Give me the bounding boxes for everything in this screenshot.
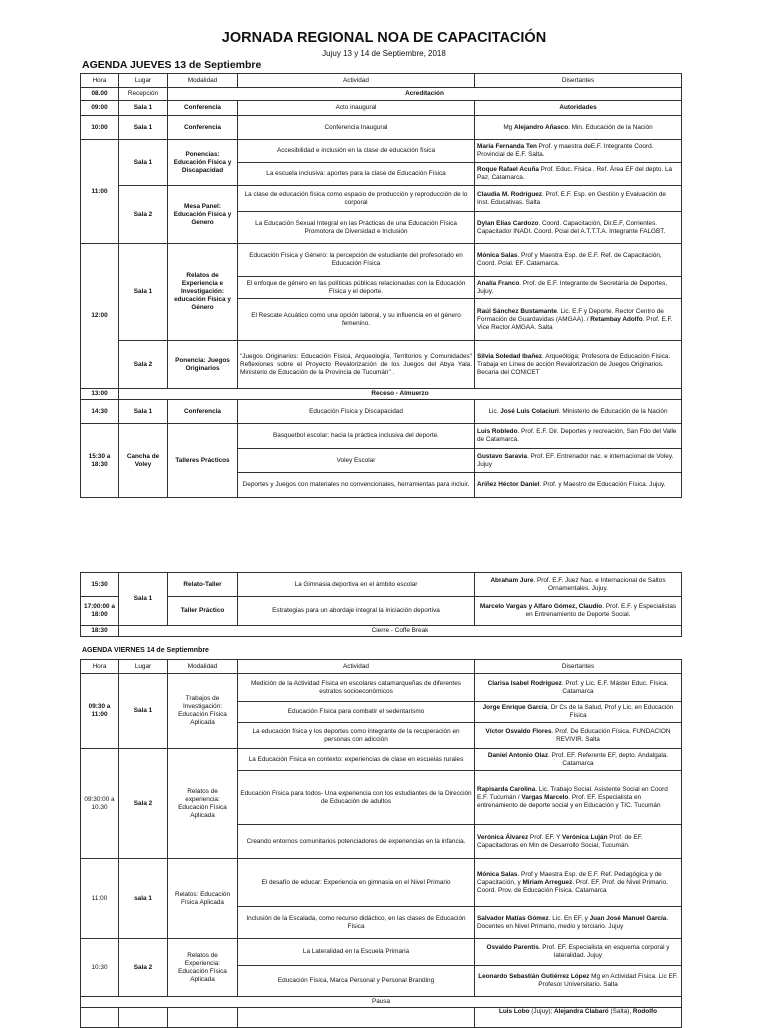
speaker-role: . Prof y Maestra Esp. de E.F. Ref. de Capacitación, Coord. Pcial. EF. Catamarca.	[477, 252, 662, 267]
cell-hora: 10:30	[81, 939, 119, 997]
cell-actividad: Voley Escolar	[238, 449, 475, 473]
cell-disertantes	[475, 939, 682, 966]
cell-hora: 10:00	[81, 116, 119, 140]
col-header-actividad: Actividad	[238, 660, 475, 674]
cell-actividad: Acto inaugural	[238, 101, 475, 116]
cell-actividad: Acreditación	[168, 88, 682, 101]
cell-lugar	[119, 1008, 168, 1028]
cell-disertantes	[475, 473, 682, 498]
speaker-name: Marcelo Vargas y Alfaro Gómez, Claudio	[479, 603, 603, 610]
speaker-role: . Prof. y Maestro de Educación Física. Jujuy.	[539, 481, 666, 488]
speaker-role: . Prof. E.F. y Especialistas en Entrenamiento de Deporte Social.	[525, 603, 677, 618]
agenda-table-thursday	[80, 73, 682, 498]
speaker-role: . Ministerio de Educación de la Nación	[558, 407, 668, 415]
speaker-name: Jorge Enrique García	[482, 704, 548, 711]
cell-disertantes	[475, 116, 682, 140]
table-row	[81, 1008, 682, 1028]
col-header-disertantes: Disertantes	[475, 74, 682, 88]
cell-modalidad: Relatos: Educación Física Aplicada	[168, 859, 238, 939]
speaker-name: Rapisarda Carolina	[477, 785, 536, 793]
cell-lugar: Sala 2	[119, 186, 168, 244]
speaker-role: . Prof. E.F. Vice Rector AMGAA. Salta	[477, 315, 673, 331]
col-header-actividad: Actividad	[238, 74, 475, 88]
cell-actividad: Medición de la Actividad Física en escolares catamarqueñas de diferentes estratos socioeconómicos	[238, 674, 475, 702]
cell-disertantes	[475, 299, 682, 341]
cell-actividad: Educación Física y Discapacidad	[238, 400, 475, 424]
speaker-role: Prof. de EF. Capacitadoras en Min de Desarrollo Social, Tucumán.	[477, 833, 643, 849]
cell-lugar: Sala 1	[119, 101, 168, 116]
speaker-role: . Prof. E.F. Dir. Deportes y recreación, San Fdo del Valle de Catamarca.	[477, 428, 677, 443]
cell-hora: 08.00	[81, 88, 119, 101]
cell-actividad: Educación Física para combatir el sedentarismo	[238, 702, 475, 723]
cell-lugar: Cancha de Voley	[119, 424, 168, 498]
col-header-disertantes: Disertantes	[475, 660, 682, 674]
col-header-lugar: Lugar	[119, 74, 168, 88]
cell-hora	[81, 1008, 119, 1028]
table-row	[81, 997, 682, 1008]
speaker-name: José Luis Colaciuri	[500, 407, 559, 415]
cell-actividad: La escuela inclusiva: aportes para la clase de Educación Física	[238, 163, 475, 186]
speaker-name: Ariñez Héctor Daniel	[477, 481, 540, 488]
speaker-name: Retambay Adolfo	[590, 315, 643, 323]
cell-actividad: Inclusión de la Escalada, como recurso didáctico, en las clases de Educación Física	[238, 907, 475, 939]
cell-actividad: Deportes y Juegos con materiales no convencionales, herramientas para incluir.	[238, 473, 475, 498]
speaker-name: Abraham Jure	[490, 576, 534, 584]
cell-disertantes	[475, 859, 682, 907]
speaker-role: . Dr Cs de la Salud, Prof y Lic. en Educación Física	[547, 704, 674, 719]
cell-lugar: Sala 1	[119, 573, 168, 626]
cell-hora: 13:00	[81, 389, 119, 400]
cell-hora: 17:00:00 a 18:00	[81, 597, 119, 626]
cell-modalidad: Taller Práctico	[168, 597, 238, 626]
cell-modalidad: Conferencia	[168, 116, 238, 140]
col-header-hora: Hora	[81, 74, 119, 88]
speaker-name: Miriam Arreguez	[522, 878, 573, 886]
cell-disertantes	[475, 771, 682, 825]
speaker-name: Analía Franco	[477, 279, 520, 287]
speaker-name: Raúl Sánchez Bustamante	[477, 307, 557, 315]
speaker-name: Alejandro Añasco	[514, 123, 569, 131]
agenda-day2-label: AGENDA VIERNES 14 de Septiemnbre	[82, 647, 209, 654]
speaker-role: . Prof. De Educación Física. FUNDACION REVIVIR. Salta	[551, 727, 671, 743]
table-row	[81, 424, 682, 449]
speaker-name: Juan José Manuel García	[589, 914, 667, 922]
text: Lic.	[488, 407, 501, 415]
cell-disertantes	[475, 825, 682, 859]
table-row	[81, 116, 682, 140]
cell-disertantes	[475, 424, 682, 449]
speaker-role: Prof. Educ. Física . Ref. Área EF del depto. La Paz, Catamarca.	[477, 166, 673, 181]
table-row	[81, 939, 682, 966]
speaker-role: (Salta),	[608, 1008, 633, 1015]
cell-hora: 15:30	[81, 573, 119, 597]
col-header-hora: Hora	[81, 660, 119, 674]
table-row	[81, 749, 682, 771]
table-row	[81, 389, 682, 400]
speaker-role: . Lic. Trabajo Social. Asistente Social en Coord E.F. Tucumán /	[477, 785, 668, 801]
cell-pausa: Pausa	[81, 997, 682, 1008]
speaker-role: . Prof. y Lic. E.F. Máster Educ. Física. Catamarca	[561, 679, 669, 695]
cell-actividad: Accesibilidad e inclusión en la clase de educación física	[238, 140, 475, 163]
cell-hora: 09:30 a 11:00	[81, 674, 119, 749]
table-header-row	[81, 74, 682, 88]
cell-actividad: Estrategias para un abordaje integral la iniciación deportiva	[238, 597, 475, 626]
agenda-table-friday	[80, 659, 682, 1028]
cell-disertantes	[475, 140, 682, 163]
table-row	[81, 859, 682, 907]
table-row	[81, 573, 682, 597]
speaker-role: . Min. Educación de la Nación	[568, 123, 653, 131]
cell-lugar: Sala 1	[119, 116, 168, 140]
cell-lugar: Sala 1	[119, 140, 168, 186]
cell-modalidad: Talleres Prácticos	[168, 424, 238, 498]
table-row	[81, 186, 682, 212]
cell-hora: 12:00	[81, 244, 119, 389]
table-header-row	[81, 660, 682, 674]
cell-actividad: Creando entornos comunitarios potenciadores de experiencias en la infancia.	[238, 825, 475, 859]
speaker-role: . Prof. E.F. Juez Nac. e Internacional de Saltos Ornamentales. Jujuy.	[533, 576, 666, 592]
cell-modalidad: Relato-Taller	[168, 573, 238, 597]
table-row	[81, 101, 682, 116]
speaker-name: Claudia M. Rodríguez	[477, 190, 542, 198]
speaker-name: Daniel Antonio Olaz	[487, 751, 549, 759]
cell-hora: 09:00	[81, 101, 119, 116]
speaker-role: . Lic. E.F y Deporte. Rector Centro de Formación de Guardavidas (AMGAA). /	[477, 307, 664, 323]
cell-lugar: Sala 1	[119, 400, 168, 424]
cell-actividad: El enfoque de género en las políticas públicas relacionadas con la Educación Física y el deporte.	[238, 277, 475, 299]
cell-disertantes	[475, 1008, 682, 1028]
speaker-name: Leonardo Sebastián Gutiérrez López	[478, 973, 590, 980]
cell-actividad: Cierre - Coffe Break	[119, 626, 682, 637]
cell-actividad: La educación física y los deportes como integrante de la recuperación en personas con adicción	[238, 723, 475, 749]
cell-disertantes	[475, 749, 682, 771]
speaker-role: . Prof. EF. Especialista en esquema corporal y lateralidad. Jujuy	[538, 944, 670, 959]
cell-lugar: Recepción	[119, 88, 168, 101]
speaker-name: Verónica Luján	[562, 833, 608, 841]
cell-disertantes	[475, 277, 682, 299]
cell-modalidad: Conferencia	[168, 101, 238, 116]
cell-disertantes	[475, 966, 682, 997]
cell-disertantes	[475, 244, 682, 277]
cell-disertantes	[475, 212, 682, 244]
cell-actividad: Educación Física y Género: la percepción de estudiante del profesorado en Educación Física	[238, 244, 475, 277]
cell-actividad: "Juegos Originarios: Educación Física, Arqueología, Territorios y Comunidades" Reflexiones sobre el Proyecto Revalorización de los Juegos del Abya Yala. Ministerio de Educación de la Provincia de Tucumán" .	[238, 341, 475, 389]
cell-modalidad: Mesa Panel: Educación Física y Genero	[168, 186, 238, 244]
cell-disertantes	[475, 723, 682, 749]
col-header-lugar: Lugar	[119, 660, 168, 674]
table-row	[81, 341, 682, 389]
cell-actividad: El desafío de educar: Experiencia en gimnasia en el Nivel Primario	[238, 859, 475, 907]
cell-lugar: Sala 2	[119, 341, 168, 389]
table-row	[81, 244, 682, 277]
speaker-name: Alejandra Clabaró	[554, 1008, 609, 1015]
cell-actividad: La Educación Sexual Integral en las Prácticas de una Educación Física Promotora de Diversidad e Inclusión	[238, 212, 475, 244]
cell-actividad: La clase de educación física como espacio de producción y reproducción de lo corporal	[238, 186, 475, 212]
speaker-name: Mónica Salas	[477, 870, 518, 878]
speaker-role: Prof. y maestra deE.F. Integrante Coord. Provincial de E.F. Salta.	[477, 143, 654, 158]
cell-lugar: Sala 2	[119, 749, 168, 859]
speaker-name: Gustavo Saravia	[477, 452, 528, 460]
cell-modalidad: Conferencia	[168, 400, 238, 424]
cell-disertantes	[475, 449, 682, 473]
cell-actividad: La Lateralidad en la Escuela Primaria	[238, 939, 475, 966]
table-row	[81, 626, 682, 637]
speaker-name: Vargas Marcelo	[521, 793, 569, 801]
cell-actividad: Educación Física, Marca Personal y Personal Branding	[238, 966, 475, 997]
speaker-name: Luis Lobo	[498, 1008, 530, 1015]
speaker-role: . Coord. Capacitación, Dir.E.F, Corrientes. Capacitador INADI. Coord. Pcial del A.T.T.T.A. Integrante FALGBT.	[477, 219, 666, 235]
cell-actividad	[238, 1008, 475, 1028]
speaker-role: (Jujuy);	[529, 1008, 555, 1015]
agenda-day1-label: AGENDA JUEVES 13 de Septiembre	[82, 59, 262, 71]
cell-actividad: Receso - Almuerzo	[119, 389, 682, 400]
cell-actividad: Basquetbol escolar: hacia la práctica inclusiva del deporte.	[238, 424, 475, 449]
cell-disertantes	[475, 341, 682, 389]
speaker-name: Dylan Elías Cardozo	[477, 219, 539, 227]
cell-hora: 18:30	[81, 626, 119, 637]
cell-hora: 11:00	[81, 859, 119, 939]
cell-modalidad: Ponencias: Educación Física y Discapacidad	[168, 140, 238, 186]
speaker-name: Osvaldo Parentis	[486, 944, 539, 951]
table-row	[81, 597, 682, 626]
speaker-role: . Prof. EF. Referente EF, depto. Andalgala. Catamarca	[548, 751, 669, 767]
cell-disertantes	[475, 702, 682, 723]
cell-actividad: Educación Física para todos- Una experiencia con los estudiantes de la Dirección de Educación de adultos	[238, 771, 475, 825]
cell-modalidad: Relatos de Experiencia e Investigación: educación Física y Género	[168, 244, 238, 341]
cell-disertantes	[475, 186, 682, 212]
speaker-role: . Prof. de E.F. Integrante de Secretaría de Deportes, Jujuy.	[477, 279, 668, 295]
agenda-table-continuation	[80, 572, 682, 637]
cell-lugar: Sala 2	[119, 939, 168, 997]
speaker-role: . Prof. EF. Prof. de Nivel Primario. Coord. Prov. de Educación Física. Catamarca	[477, 878, 668, 894]
cell-actividad: La Educación Física en contexto: experiencias de clase en escuelas rurales	[238, 749, 475, 771]
text: Mg	[503, 123, 514, 131]
cell-lugar: sala 1	[119, 859, 168, 939]
speaker-role: . Prof. EF. Entrenador nac. e internacional de Voley. Jujuy	[477, 452, 674, 468]
speaker-name: Luis Robledo	[477, 428, 518, 435]
speaker-name: Silvia Soledad Ibañez	[477, 352, 542, 360]
cell-hora: 15:30 a 18:30	[81, 424, 119, 498]
cell-disertantes: Autoridades	[475, 101, 682, 116]
cell-modalidad: Ponencia: Juegos Originarios	[168, 341, 238, 389]
speaker-name: Víctor Osvaldo Flores	[485, 727, 552, 735]
cell-disertantes	[475, 163, 682, 186]
cell-actividad: Conferencia Inaugural	[238, 116, 475, 140]
cell-actividad: La Gimnasia deportiva en el ámbito escolar	[238, 573, 475, 597]
cell-hora: 11:00	[81, 140, 119, 244]
cell-hora: 09:30:00 a 10.30	[81, 749, 119, 859]
speaker-name: Salvador Matías Gómez	[477, 914, 549, 922]
speaker-role: Prof. EF. Y	[528, 833, 563, 841]
cell-disertantes	[475, 674, 682, 702]
speaker-name: Clarisa Isabel Rodríguez	[487, 679, 562, 687]
document-title: JORNADA REGIONAL NOA DE CAPACITACIÓN	[221, 30, 547, 46]
speaker-role: . Prof y Maestra Esp. de E.F. Ref. Pedagógica y de Capacitación, y	[477, 870, 662, 886]
cell-hora: 14:30	[81, 400, 119, 424]
cell-actividad: El Rescate Acuático como una opción laboral, y su influencia en el género femenino.	[238, 299, 475, 341]
cell-modalidad: Trabajos de Investigación: Educación Física Aplicada	[168, 674, 238, 749]
cell-modalidad	[168, 1008, 238, 1028]
cell-lugar: Sala 1	[119, 674, 168, 749]
col-header-modalidad: Modalidad	[168, 74, 238, 88]
speaker-role: . Arqueóloga; Profesora de Educación Física. Trabaja en Línea de acción Revalorización de Juegos Originarios. Becaria del CONICET	[477, 352, 671, 376]
table-row	[81, 400, 682, 424]
cell-lugar: Sala 1	[119, 244, 168, 341]
speaker-name: Mónica Salas	[477, 252, 518, 259]
cell-modalidad: Relatos de experiencia: Educación Física Aplicada	[168, 749, 238, 859]
cell-disertantes	[475, 597, 682, 626]
speaker-name: Roque Rafael Acuña	[477, 166, 539, 173]
document-subtitle: Jujuy 13 y 14 de Septiembre, 2018	[322, 49, 446, 58]
speaker-name: Verónica Álvarez	[477, 833, 529, 841]
cell-disertantes	[475, 907, 682, 939]
speaker-name: Rodolfo	[632, 1008, 658, 1015]
table-row	[81, 88, 682, 101]
table-row	[81, 140, 682, 163]
cell-disertantes	[475, 573, 682, 597]
speaker-role: . Docentes en Nivel Primario, medio y terciario. Jujuy	[477, 914, 669, 930]
speaker-name: María Fernanda Ten	[477, 143, 537, 150]
speaker-role: . Prof. E.F. Esp. en Gestión y Evaluación de Inst. Educativas. Salta	[477, 190, 666, 206]
cell-modalidad: Relatos de Experiencia: Educación Física Aplicada	[168, 939, 238, 997]
speaker-role: . Prof. EF. Especialista en entrenamiento de deporte social y en Educación y TIC. Tucumán	[477, 793, 661, 809]
speaker-role: . Lic. En EF, y	[548, 914, 590, 922]
table-row	[81, 674, 682, 702]
col-header-modalidad: Modalidad	[168, 660, 238, 674]
cell-disertantes	[475, 400, 682, 424]
speaker-role: Mg en Actividad Física. Lic EF. Profesor Universitario. Salta	[538, 973, 678, 988]
